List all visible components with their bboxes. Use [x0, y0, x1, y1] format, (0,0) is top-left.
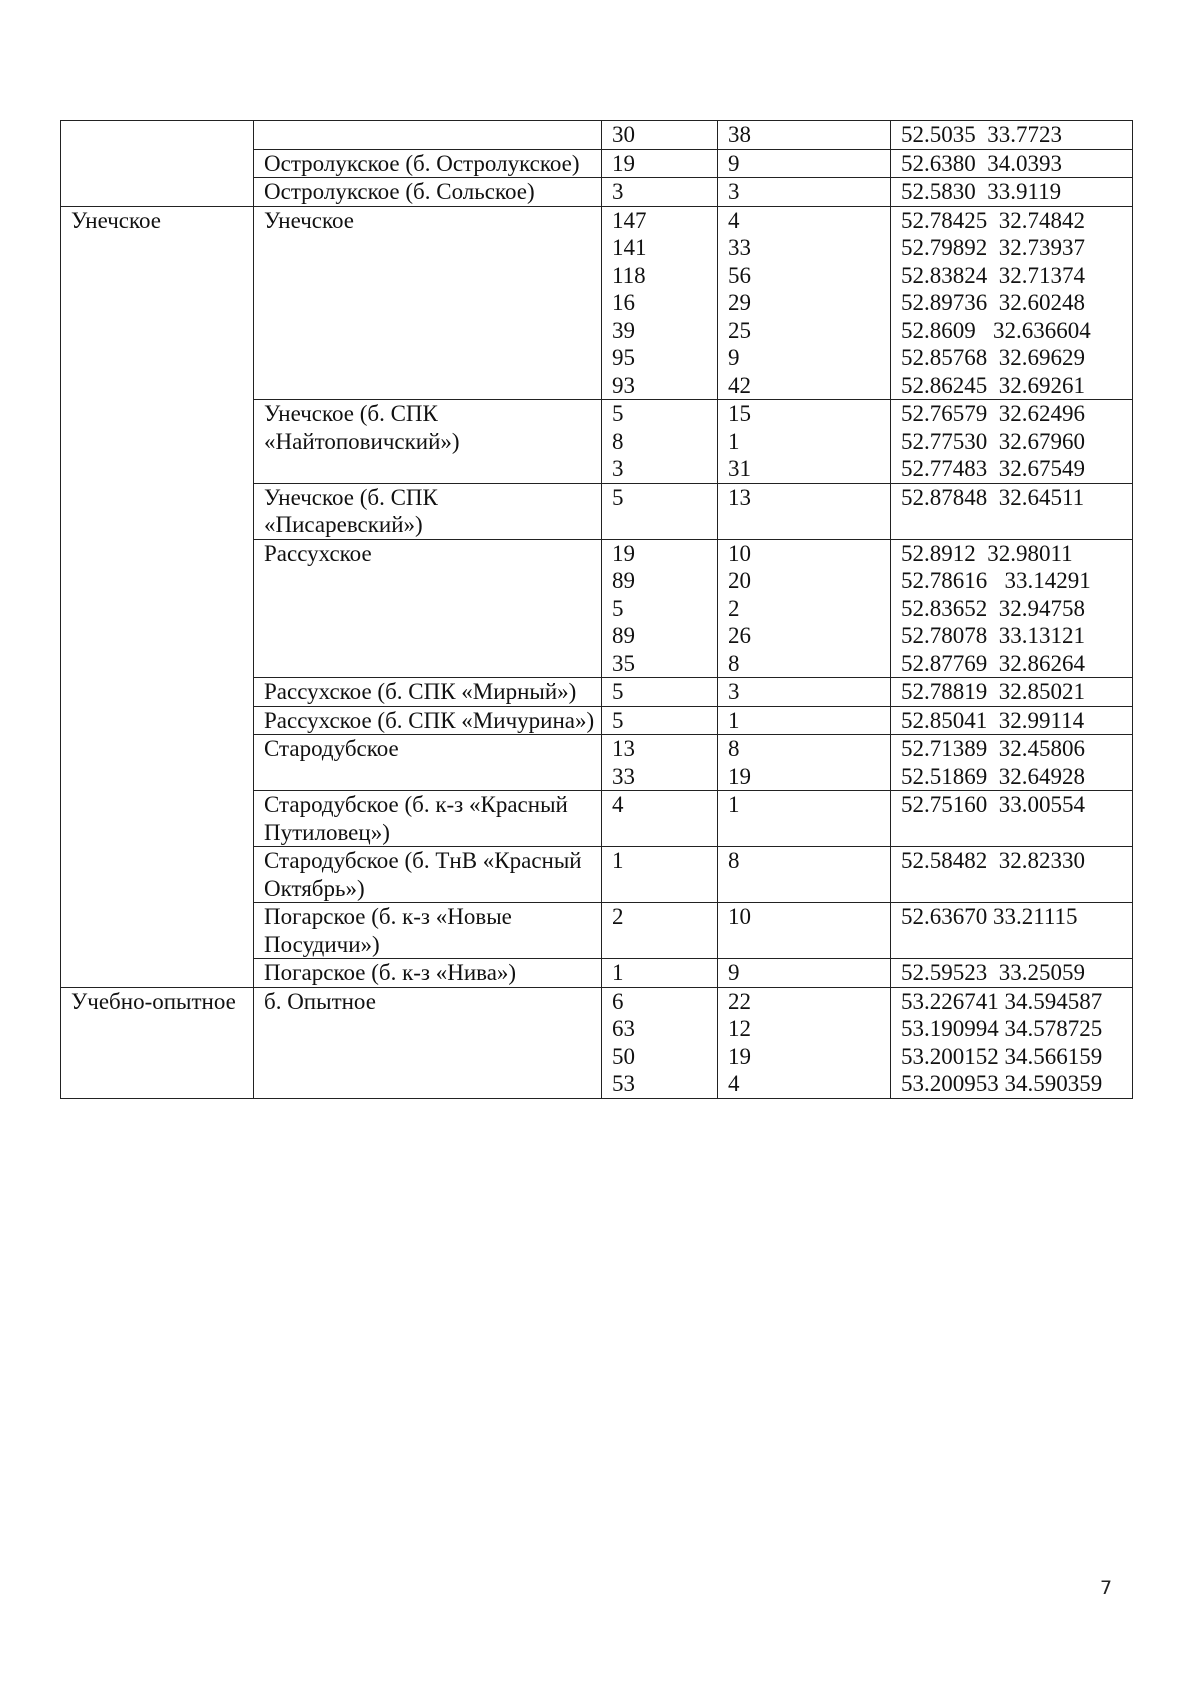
coordinates-cell: [891, 987, 1133, 1098]
district-cell: [61, 121, 254, 207]
coordinates-cell: [891, 847, 1133, 903]
quarter-number: 93: [612, 372, 635, 398]
coordinate-pair: 52.78425 32.74842: [901, 207, 1085, 233]
section-cell: [718, 678, 891, 707]
coordinate-pair: 52.76579 32.62496: [901, 401, 1085, 426]
quarter-number: 30: [612, 122, 635, 147]
district-cell: Унечское: [61, 206, 254, 987]
section-number: 8: [728, 736, 740, 761]
section-number: 10: [728, 540, 751, 566]
quarter-number: 89: [612, 623, 635, 648]
farm-cell: Унечское: [254, 206, 602, 400]
table-row: [61, 206, 1133, 400]
coordinate-pair: 52.59523 33.25059: [901, 960, 1085, 985]
coordinates-cell: [891, 483, 1133, 539]
section-number: 26: [728, 623, 751, 648]
coordinate-pair: 52.58482 32.82330: [901, 848, 1085, 873]
coordinate-pair: 52.63670 33.21115: [901, 904, 1078, 929]
coordinate-pair: 52.86245 32.69261: [901, 372, 1085, 398]
section-number: 29: [728, 290, 751, 315]
section-cell: [718, 903, 891, 959]
farm-cell: [254, 121, 602, 150]
section-cell: [718, 149, 891, 178]
coordinate-pair: 52.78616 33.14291: [901, 568, 1091, 593]
quarter-cell: [602, 121, 718, 150]
section-number: 9: [728, 960, 740, 985]
coordinate-pair: 52.87848 32.64511: [901, 484, 1085, 510]
section-number: 12: [728, 1016, 751, 1041]
farm-cell: Остролукское (б. Сольское): [254, 178, 602, 207]
section-number: 4: [728, 207, 740, 233]
coordinates-cell: [891, 706, 1133, 735]
quarter-cell: [602, 149, 718, 178]
farm-cell: Погарское (б. к-з «Нива»): [254, 959, 602, 988]
section-cell: [718, 539, 891, 678]
quarter-number: 53: [612, 1071, 635, 1096]
table-row: [61, 121, 1133, 150]
quarter-number: 8: [612, 428, 624, 454]
quarter-cell: [602, 400, 718, 484]
coordinate-pair: 52.89736 32.60248: [901, 290, 1085, 315]
farm-cell: б. Опытное: [254, 987, 602, 1098]
quarter-number: 50: [612, 1043, 635, 1069]
section-number: 4: [728, 1071, 740, 1096]
section-number: 13: [728, 484, 751, 510]
farm-cell: Погарское (б. к-з «Новые Посудичи»): [254, 903, 602, 959]
section-number: 31: [728, 456, 751, 481]
section-number: 20: [728, 568, 751, 593]
coordinate-pair: 52.87769 32.86264: [901, 650, 1085, 676]
section-cell: [718, 206, 891, 400]
quarter-cell: [602, 847, 718, 903]
quarter-cell: [602, 206, 718, 400]
farm-cell: Рассухское (б. СПК «Мирный»): [254, 678, 602, 707]
farm-cell: Унечское (б. СПК «Писаревский»): [254, 483, 602, 539]
coordinates-cell: [891, 121, 1133, 150]
section-number: 38: [728, 122, 751, 147]
section-number: 33: [728, 235, 751, 260]
quarter-cell: [602, 539, 718, 678]
section-cell: [718, 400, 891, 484]
quarter-number: 39: [612, 317, 635, 343]
section-number: 42: [728, 372, 751, 398]
quarter-number: 13: [612, 736, 635, 761]
quarter-number: 19: [612, 540, 635, 566]
coordinate-pair: 52.85768 32.69629: [901, 345, 1085, 370]
coordinates-table: [60, 120, 1133, 1099]
farm-cell: Стародубское (б. ТнВ «Красный Октябрь»): [254, 847, 602, 903]
quarter-number: 19: [612, 150, 635, 176]
farm-cell: Стародубское (б. к-з «Красный Путиловец»): [254, 791, 602, 847]
section-number: 1: [728, 792, 740, 817]
farm-cell: Рассухское (б. СПК «Мичурина»): [254, 706, 602, 735]
section-number: 1: [728, 428, 740, 454]
coordinate-pair: 53.190994 34.578725: [901, 1016, 1103, 1041]
coordinates-cell: [891, 149, 1133, 178]
quarter-number: 2: [612, 904, 624, 929]
coordinate-pair: 53.226741 34.594587: [901, 988, 1103, 1014]
quarter-number: 33: [612, 763, 635, 789]
quarter-number: 63: [612, 1016, 635, 1041]
coordinate-pair: 52.71389 32.45806: [901, 736, 1085, 761]
coordinate-pair: 52.77530 32.67960: [901, 428, 1085, 454]
section-cell: [718, 791, 891, 847]
section-number: 10: [728, 904, 751, 929]
coordinates-cell: [891, 735, 1133, 791]
section-number: 9: [728, 150, 740, 176]
district-cell: Учебно-опытное: [61, 987, 254, 1098]
section-number: 19: [728, 1043, 751, 1069]
table-row: [61, 987, 1133, 1098]
section-number: 56: [728, 262, 751, 288]
section-number: 3: [728, 679, 740, 704]
section-number: 25: [728, 317, 751, 343]
section-number: 19: [728, 763, 751, 789]
section-cell: [718, 735, 891, 791]
coordinate-pair: 52.8609 32.636604: [901, 317, 1091, 343]
section-cell: [718, 483, 891, 539]
coordinate-pair: 52.8912 32.98011: [901, 540, 1073, 566]
coordinate-pair: 52.83824 32.71374: [901, 262, 1085, 288]
quarter-number: 1: [612, 848, 624, 873]
section-number: 22: [728, 988, 751, 1014]
section-number: 8: [728, 848, 740, 873]
section-number: 15: [728, 401, 751, 426]
coordinates-cell: [891, 791, 1133, 847]
quarter-cell: [602, 903, 718, 959]
quarter-number: 5: [612, 679, 624, 704]
quarter-number: 3: [612, 456, 624, 481]
quarter-number: 1: [612, 960, 624, 985]
farm-cell: Стародубское: [254, 735, 602, 791]
section-cell: [718, 178, 891, 207]
quarter-number: 147: [612, 207, 647, 233]
quarter-cell: [602, 483, 718, 539]
section-number: 1: [728, 707, 740, 733]
quarter-cell: [602, 987, 718, 1098]
quarter-number: 118: [612, 262, 646, 288]
section-number: 2: [728, 595, 740, 621]
coordinates-cell: [891, 903, 1133, 959]
farm-cell: Унечское (б. СПК «Найтоповичский»): [254, 400, 602, 484]
coordinates-cell: [891, 678, 1133, 707]
table-body: [61, 121, 1133, 1099]
coordinate-pair: 52.78819 32.85021: [901, 679, 1085, 704]
quarter-cell: [602, 706, 718, 735]
coordinates-cell: [891, 959, 1133, 988]
quarter-cell: [602, 959, 718, 988]
farm-cell: Рассухское: [254, 539, 602, 678]
page-number: 7: [1100, 1577, 1113, 1599]
quarter-number: 4: [612, 792, 624, 817]
quarter-number: 16: [612, 290, 635, 315]
coordinate-pair: 52.78078 33.13121: [901, 623, 1085, 648]
coordinate-pair: 52.51869 32.64928: [901, 763, 1085, 789]
quarter-number: 95: [612, 345, 635, 370]
coordinate-pair: 53.200152 34.566159: [901, 1043, 1103, 1069]
quarter-cell: [602, 678, 718, 707]
section-cell: [718, 847, 891, 903]
quarter-number: 6: [612, 988, 624, 1014]
quarter-number: 89: [612, 568, 635, 593]
quarter-cell: [602, 178, 718, 207]
quarter-number: 3: [612, 179, 624, 204]
quarter-cell: [602, 791, 718, 847]
section-cell: [718, 706, 891, 735]
quarter-number: 5: [612, 401, 624, 426]
coordinate-pair: 52.77483 32.67549: [901, 456, 1085, 481]
quarter-number: 5: [612, 484, 624, 510]
coordinate-pair: 52.79892 32.73937: [901, 235, 1085, 260]
coordinates-cell: [891, 400, 1133, 484]
quarter-number: 35: [612, 650, 635, 676]
quarter-number: 5: [612, 707, 624, 733]
section-number: 3: [728, 179, 740, 204]
coordinate-pair: 52.5035 33.7723: [901, 122, 1062, 147]
quarter-number: 141: [612, 235, 647, 260]
quarter-cell: [602, 735, 718, 791]
coordinates-cell: [891, 178, 1133, 207]
coordinate-pair: 52.83652 32.94758: [901, 595, 1085, 621]
section-cell: [718, 121, 891, 150]
coordinate-pair: 52.5830 33.9119: [901, 179, 1062, 204]
coordinates-cell: [891, 206, 1133, 400]
farm-cell: Остролукское (б. Остролукское): [254, 149, 602, 178]
section-cell: [718, 987, 891, 1098]
coordinate-pair: 53.200953 34.590359: [901, 1071, 1103, 1096]
coordinate-pair: 52.75160 33.00554: [901, 792, 1085, 817]
coordinate-pair: 52.85041 32.99114: [901, 707, 1085, 733]
coordinates-cell: [891, 539, 1133, 678]
coordinate-pair: 52.6380 34.0393: [901, 150, 1062, 176]
section-number: 9: [728, 345, 740, 370]
section-number: 8: [728, 650, 740, 676]
quarter-number: 5: [612, 595, 624, 621]
section-cell: [718, 959, 891, 988]
